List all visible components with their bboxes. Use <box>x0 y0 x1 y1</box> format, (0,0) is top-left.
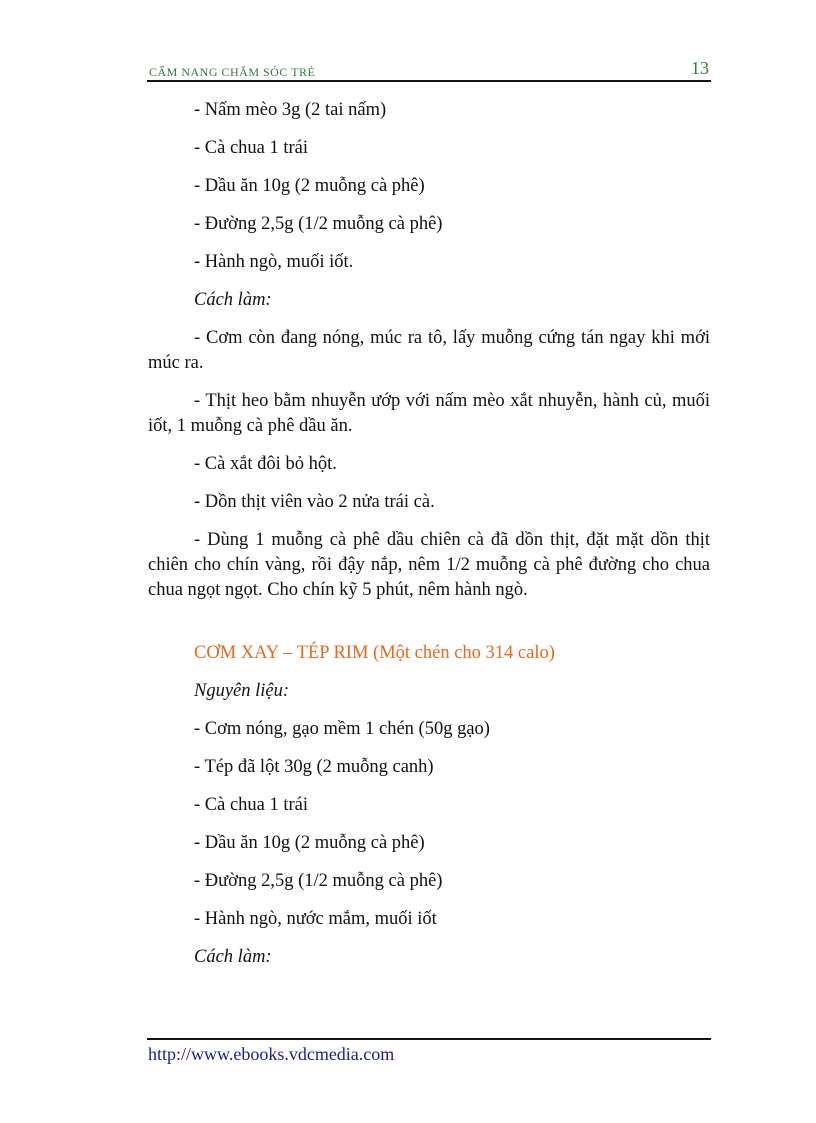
recipe-title: CƠM XAY – TÉP RIM (Một chén cho 314 calo) <box>194 643 555 663</box>
ingredient-item: - Dầu ăn 10g (2 muỗng cà phê) <box>194 176 425 196</box>
method-step: - Cơm còn đang nóng, múc ra tô, lấy muỗng cứng tán ngay khi mới múc ra. <box>148 328 710 373</box>
method-step: - Cà xắt đôi bỏ hột. <box>194 454 337 474</box>
ingredients-heading: Nguyên liệu: <box>194 681 290 701</box>
section-spacer <box>148 616 710 641</box>
method-step: - Dồn thịt viên vào 2 nửa trái cà. <box>194 492 435 512</box>
ingredient-item: - Đường 2,5g (1/2 muỗng cà phê) <box>194 214 443 234</box>
footer-link[interactable]: http://www.ebooks.vdcmedia.com <box>148 1044 395 1064</box>
ingredient-item: - Hành ngò, muối iốt. <box>194 252 354 272</box>
page-header <box>147 58 711 80</box>
ingredient-item: - Nấm mèo 3g (2 tai nấm) <box>194 100 387 120</box>
ingredient-item: - Đường 2,5g (1/2 muỗng cà phê) <box>194 871 443 891</box>
method-step: - Dùng 1 muỗng cà phê dầu chiên cà đã dồn thịt, đặt mặt dồn thịt chiên cho chín vàng, rồi đậy nắp, nêm 1/2 muỗng cà phê đường cho chua chua ngọt ngọt. Cho chín kỹ 5 phút, nêm hành ngò. <box>148 530 710 600</box>
ingredient-item: - Hành ngò, nước mắm, muối iốt <box>194 909 437 929</box>
method-heading: Cách làm: <box>194 290 272 310</box>
header-divider <box>147 80 711 82</box>
page-body <box>148 98 710 983</box>
page-number: 13 <box>691 58 709 78</box>
ingredient-item: - Cơm nóng, gạo mềm 1 chén (50g gạo) <box>194 719 490 739</box>
ingredient-item: - Tép đã lột 30g (2 muỗng canh) <box>194 757 434 777</box>
ingredient-item: - Cà chua 1 trái <box>194 138 309 158</box>
ingredient-item: - Dầu ăn 10g (2 muỗng cà phê) <box>194 833 425 853</box>
method-step: - Thịt heo bằm nhuyễn ướp với nấm mèo xắt nhuyễn, hành củ, muối iốt, 1 muỗng cà phê dầu ăn. <box>148 391 710 436</box>
method-heading: Cách làm: <box>194 947 272 967</box>
ingredient-item: - Cà chua 1 trái <box>194 795 309 815</box>
book-title: CẨM NANG CHĂM SÓC TRẺ <box>149 65 316 79</box>
footer-divider <box>147 1038 711 1040</box>
